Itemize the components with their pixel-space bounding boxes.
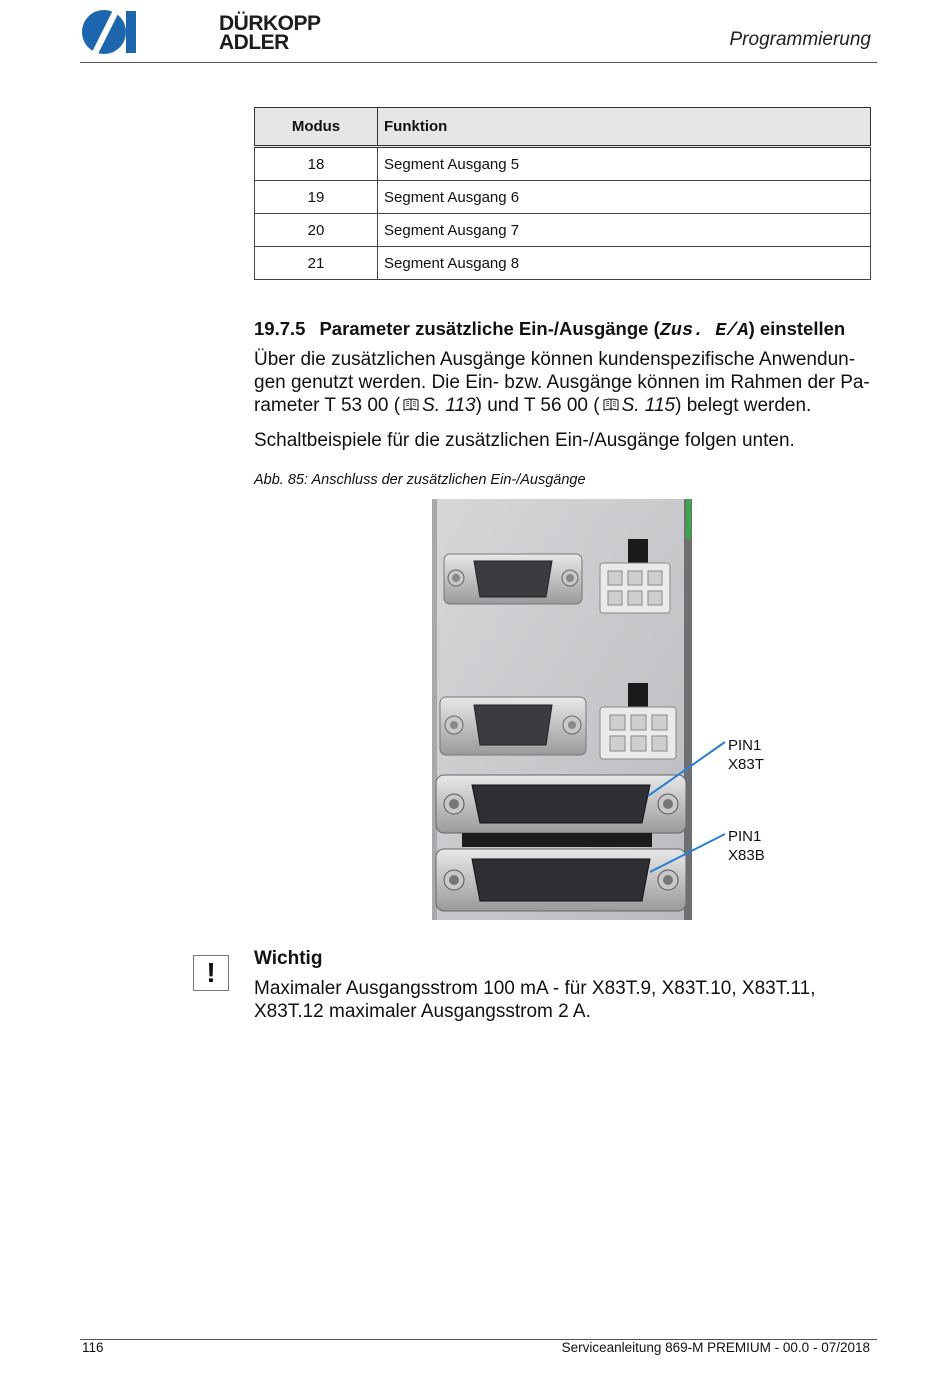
heading-text-end: ) einstellen	[748, 318, 846, 339]
heading-text-start: Parameter zusätzliche Ein-/Ausgänge (	[319, 318, 660, 339]
warning-icon: !	[193, 955, 229, 991]
book-icon	[403, 398, 419, 412]
heading-code: Zus. E/A	[659, 320, 749, 341]
section-heading	[254, 318, 845, 341]
mode-table	[254, 107, 871, 280]
logo-mark-icon	[80, 8, 220, 56]
figure-caption: Abb. 85: Anschluss der zusätzlichen Ein-/Ausgänge	[254, 472, 586, 488]
mode-cell: 20	[255, 214, 378, 247]
function-cell: Segment Ausgang 5	[378, 147, 871, 181]
table-row	[255, 181, 871, 214]
section-number: 19.7.5	[254, 318, 306, 339]
callout-x83t	[728, 736, 764, 774]
logo-text: DÜRKOPP ADLER	[219, 12, 321, 54]
paragraph-text: ) belegt werden.	[675, 395, 812, 416]
column-header-function: Funktion	[378, 108, 871, 147]
table-row	[255, 147, 871, 181]
page-number: 116	[82, 1340, 104, 1355]
callout-connector-label: X83T	[728, 756, 764, 773]
header-divider	[80, 62, 877, 63]
callout-x83b	[728, 827, 765, 865]
company-logo	[80, 8, 321, 56]
paragraph-text: Über die zusätzlichen Ausgänge können kundenspezifische Anwendun-gen genutzt werden. Die Ein- bzw. Ausgänge können im Rahmen der Pa-rameter T 53 00 (	[254, 349, 870, 416]
callout-pin-label: PIN1	[728, 737, 762, 754]
book-icon	[603, 398, 619, 412]
notice-text: Maximaler Ausgangsstrom 100 mA - für X83T.9, X83T.10, X83T.11, X83T.12 maximaler Ausgangsstrom 2 A.	[254, 978, 816, 1022]
table-row	[255, 247, 871, 280]
page-reference-link[interactable]: S. 113	[422, 395, 476, 416]
column-header-mode: Modus	[255, 108, 378, 147]
function-cell: Segment Ausgang 8	[378, 247, 871, 280]
connector-panel-photo	[432, 499, 692, 920]
callout-pin-label: PIN1	[728, 828, 762, 845]
document-title: Serviceanleitung 869-M PREMIUM - 00.0 - 07/2018	[561, 1340, 870, 1355]
body-paragraph	[254, 348, 874, 417]
table-header-row	[255, 108, 871, 147]
mode-cell: 18	[255, 147, 378, 181]
paragraph-text: ) und T 56 00 (	[475, 395, 600, 416]
body-paragraph: Schaltbeispiele für die zusätzlichen Ein-/Ausgänge folgen unten.	[254, 430, 795, 451]
function-cell: Segment Ausgang 7	[378, 214, 871, 247]
callout-connector-label: X83B	[728, 847, 765, 864]
page-reference-link[interactable]: S. 115	[621, 395, 676, 416]
chapter-title: Programmierung	[729, 29, 871, 50]
mode-cell: 21	[255, 247, 378, 280]
mode-cell: 19	[255, 181, 378, 214]
function-cell: Segment Ausgang 6	[378, 181, 871, 214]
table-row	[255, 214, 871, 247]
notice-title: Wichtig	[254, 948, 323, 969]
